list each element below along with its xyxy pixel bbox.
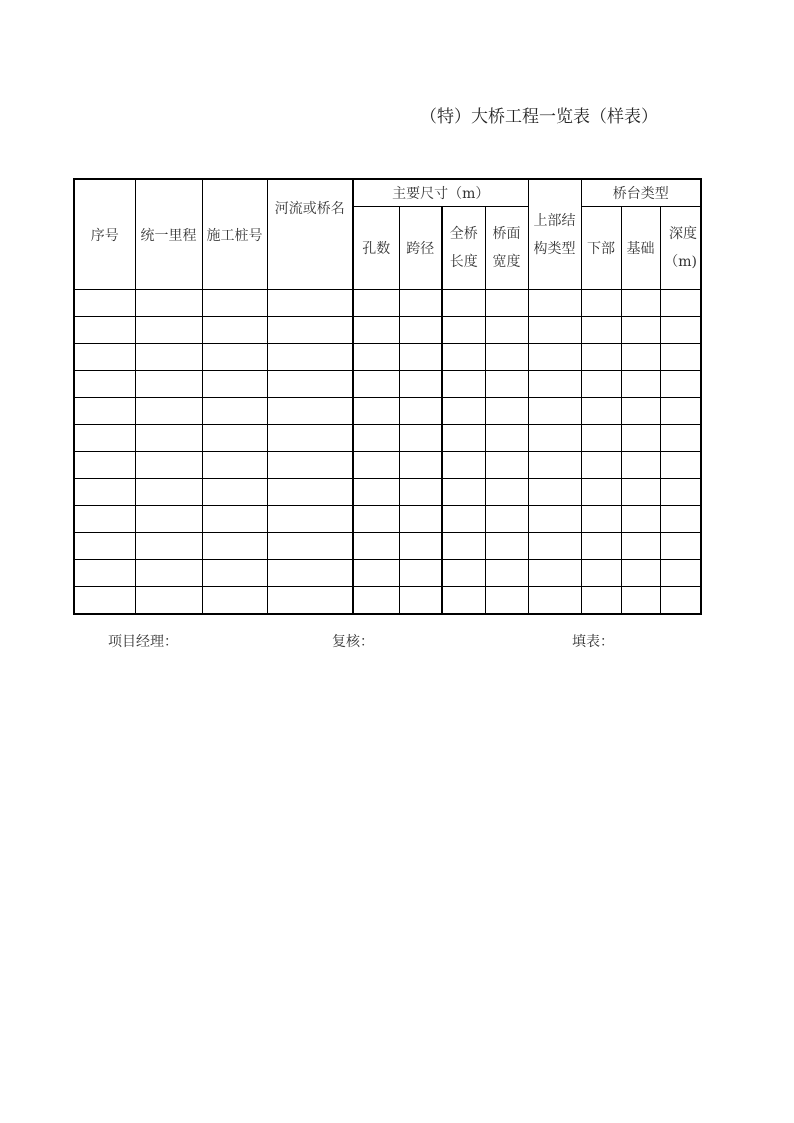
table-cell[interactable]: [485, 560, 528, 587]
table-cell[interactable]: [202, 344, 267, 371]
table-cell[interactable]: [581, 533, 621, 560]
table-cell[interactable]: [74, 479, 135, 506]
table-cell[interactable]: [353, 317, 399, 344]
table-cell[interactable]: [581, 425, 621, 452]
table-cell[interactable]: [660, 533, 701, 560]
table-cell[interactable]: [399, 371, 442, 398]
table-cell[interactable]: [74, 452, 135, 479]
table-cell[interactable]: [528, 506, 581, 533]
table-cell[interactable]: [399, 587, 442, 615]
table-cell[interactable]: [528, 344, 581, 371]
table-cell[interactable]: [621, 452, 660, 479]
table-cell[interactable]: [581, 290, 621, 317]
header-hole-count: 孔数: [353, 207, 399, 290]
table-cell[interactable]: [485, 506, 528, 533]
table-cell[interactable]: [660, 560, 701, 587]
table-cell[interactable]: [660, 398, 701, 425]
table-row: [74, 506, 701, 533]
table-cell[interactable]: [135, 344, 202, 371]
table-row: [74, 317, 701, 344]
table-cell[interactable]: [442, 452, 485, 479]
table-cell[interactable]: [581, 587, 621, 615]
table-cell[interactable]: [621, 506, 660, 533]
table-cell[interactable]: [267, 452, 353, 479]
header-lower: 下部: [581, 207, 621, 290]
header-stake: 施工桩号: [202, 179, 267, 290]
table-cell[interactable]: [399, 317, 442, 344]
header-total-length-line1: 全桥: [449, 226, 478, 242]
table-cell[interactable]: [528, 533, 581, 560]
table-cell[interactable]: [581, 371, 621, 398]
table-cell[interactable]: [621, 317, 660, 344]
table-cell[interactable]: [267, 560, 353, 587]
table-cell[interactable]: [660, 371, 701, 398]
table-row: [74, 371, 701, 398]
table-cell[interactable]: [485, 371, 528, 398]
table-cell[interactable]: [74, 344, 135, 371]
table-cell[interactable]: [528, 425, 581, 452]
table-cell[interactable]: [485, 452, 528, 479]
table-cell[interactable]: [267, 344, 353, 371]
table-cell[interactable]: [442, 533, 485, 560]
table-cell[interactable]: [135, 587, 202, 615]
table-cell[interactable]: [442, 398, 485, 425]
table-cell[interactable]: [267, 290, 353, 317]
table-cell[interactable]: [660, 506, 701, 533]
table-cell[interactable]: [660, 452, 701, 479]
table-cell[interactable]: [621, 587, 660, 615]
table-row: [74, 587, 701, 615]
table-cell[interactable]: [399, 479, 442, 506]
table-cell[interactable]: [485, 290, 528, 317]
header-mileage: 统一里程: [135, 179, 202, 290]
table-cell[interactable]: [399, 452, 442, 479]
table-cell[interactable]: [135, 290, 202, 317]
table-cell[interactable]: [202, 506, 267, 533]
table-cell[interactable]: [621, 479, 660, 506]
table-cell[interactable]: [621, 290, 660, 317]
table-cell[interactable]: [353, 587, 399, 615]
table-cell[interactable]: [399, 290, 442, 317]
table-cell[interactable]: [581, 506, 621, 533]
table-cell[interactable]: [267, 398, 353, 425]
table-cell[interactable]: [202, 398, 267, 425]
table-cell[interactable]: [202, 317, 267, 344]
table-cell[interactable]: [267, 506, 353, 533]
table-cell[interactable]: [135, 398, 202, 425]
table-cell[interactable]: [353, 425, 399, 452]
table-cell[interactable]: [442, 344, 485, 371]
table-cell[interactable]: [581, 317, 621, 344]
table-cell[interactable]: [528, 398, 581, 425]
header-seq: 序号: [74, 179, 135, 290]
header-span: 跨径: [399, 207, 442, 290]
table-cell[interactable]: [485, 317, 528, 344]
table-cell[interactable]: [485, 479, 528, 506]
header-superstructure: [528, 179, 581, 290]
table-cell[interactable]: [528, 371, 581, 398]
header-depth: [660, 207, 701, 290]
table-cell[interactable]: [442, 560, 485, 587]
table-cell[interactable]: [621, 425, 660, 452]
table-cell[interactable]: [135, 533, 202, 560]
table-cell[interactable]: [581, 560, 621, 587]
table-cell[interactable]: [528, 587, 581, 615]
table-cell[interactable]: [528, 290, 581, 317]
table-cell[interactable]: [399, 344, 442, 371]
table-cell[interactable]: [267, 479, 353, 506]
table-cell[interactable]: [135, 425, 202, 452]
table-cell[interactable]: [660, 344, 701, 371]
table-cell[interactable]: [621, 560, 660, 587]
header-abutment-type: 桥台类型: [581, 179, 701, 207]
table-row: [74, 290, 701, 317]
table-cell[interactable]: [399, 398, 442, 425]
table-cell[interactable]: [74, 587, 135, 615]
table-cell[interactable]: [581, 398, 621, 425]
table-cell[interactable]: [74, 560, 135, 587]
table-row: [74, 425, 701, 452]
table-cell[interactable]: [135, 506, 202, 533]
header-superstructure-line2: 构类型: [533, 240, 576, 257]
table-cell[interactable]: [267, 425, 353, 452]
table-cell[interactable]: [660, 587, 701, 615]
table-cell[interactable]: [485, 425, 528, 452]
table-row: [74, 479, 701, 506]
table-cell[interactable]: [621, 398, 660, 425]
table-cell[interactable]: [399, 560, 442, 587]
table-cell[interactable]: [74, 398, 135, 425]
table-row: [74, 533, 701, 560]
table-cell[interactable]: [485, 398, 528, 425]
table-cell[interactable]: [581, 479, 621, 506]
table-cell[interactable]: [74, 317, 135, 344]
table-cell[interactable]: [353, 371, 399, 398]
table-cell[interactable]: [267, 587, 353, 615]
table-cell[interactable]: [74, 425, 135, 452]
header-superstructure-line1: 上部结: [533, 212, 576, 229]
table-cell[interactable]: [202, 452, 267, 479]
header-total-length: [442, 207, 485, 290]
table-cell[interactable]: [621, 344, 660, 371]
table-cell[interactable]: [74, 506, 135, 533]
header-deck-width-line2: 宽度: [492, 254, 521, 270]
footer-fill: 填表：: [572, 634, 614, 650]
table-row: [74, 452, 701, 479]
table-cell[interactable]: [267, 533, 353, 560]
table-cell[interactable]: [660, 425, 701, 452]
table-cell[interactable]: [353, 290, 399, 317]
table-cell[interactable]: [74, 371, 135, 398]
table-cell[interactable]: [581, 452, 621, 479]
table-cell[interactable]: [202, 479, 267, 506]
table-cell[interactable]: [621, 533, 660, 560]
table-cell[interactable]: [353, 560, 399, 587]
table-cell[interactable]: [442, 290, 485, 317]
table-row: [74, 344, 701, 371]
table-cell[interactable]: [442, 317, 485, 344]
table-cell[interactable]: [202, 290, 267, 317]
table-row: [74, 398, 701, 425]
table-cell[interactable]: [399, 533, 442, 560]
table-cell[interactable]: [485, 533, 528, 560]
table-cell[interactable]: [267, 317, 353, 344]
table-cell[interactable]: [353, 398, 399, 425]
table-cell[interactable]: [581, 344, 621, 371]
table-cell[interactable]: [528, 317, 581, 344]
table-cell[interactable]: [74, 290, 135, 317]
table-cell[interactable]: [660, 290, 701, 317]
table-cell[interactable]: [485, 587, 528, 615]
bridge-table: [73, 178, 702, 615]
header-main-dims: 主要尺寸（m）: [353, 179, 528, 207]
header-deck-width: [485, 207, 528, 290]
table-cell[interactable]: [621, 371, 660, 398]
table-cell[interactable]: [135, 371, 202, 398]
table-cell[interactable]: [528, 479, 581, 506]
header-deck-width-line1: 桥面: [492, 226, 521, 242]
table-cell[interactable]: [660, 479, 701, 506]
table-cell[interactable]: [135, 479, 202, 506]
table-cell[interactable]: [353, 506, 399, 533]
table-cell[interactable]: [528, 560, 581, 587]
table-cell[interactable]: [135, 317, 202, 344]
table-cell[interactable]: [135, 452, 202, 479]
table-cell[interactable]: [485, 344, 528, 371]
header-total-length-line2: 长度: [449, 254, 478, 270]
footer-review: 复核：: [332, 634, 374, 650]
footer-project-manager: 项目经理：: [108, 634, 178, 650]
table-cell[interactable]: [442, 506, 485, 533]
table-cell[interactable]: [528, 452, 581, 479]
table-cell[interactable]: [442, 479, 485, 506]
table-cell[interactable]: [353, 344, 399, 371]
header-depth-line1: 深度: [669, 226, 697, 242]
table-cell[interactable]: [442, 587, 485, 615]
table-cell[interactable]: [353, 452, 399, 479]
table-cell[interactable]: [135, 560, 202, 587]
page-title: （特）大桥工程一览表（样表）: [420, 107, 658, 127]
table-cell[interactable]: [399, 425, 442, 452]
table-cell[interactable]: [202, 533, 267, 560]
table-cell[interactable]: [202, 425, 267, 452]
table-cell[interactable]: [442, 371, 485, 398]
table-cell[interactable]: [267, 371, 353, 398]
table-cell[interactable]: [202, 371, 267, 398]
table-row: [74, 560, 701, 587]
table-cell[interactable]: [660, 317, 701, 344]
header-depth-line2: （m): [664, 254, 697, 270]
table-cell[interactable]: [353, 533, 399, 560]
table-cell[interactable]: [202, 587, 267, 615]
header-river: 河流或桥名: [267, 179, 353, 290]
table-cell[interactable]: [74, 533, 135, 560]
table-cell[interactable]: [442, 425, 485, 452]
table-cell[interactable]: [202, 560, 267, 587]
table-cell[interactable]: [353, 479, 399, 506]
table-cell[interactable]: [399, 506, 442, 533]
header-foundation: 基础: [621, 207, 660, 290]
